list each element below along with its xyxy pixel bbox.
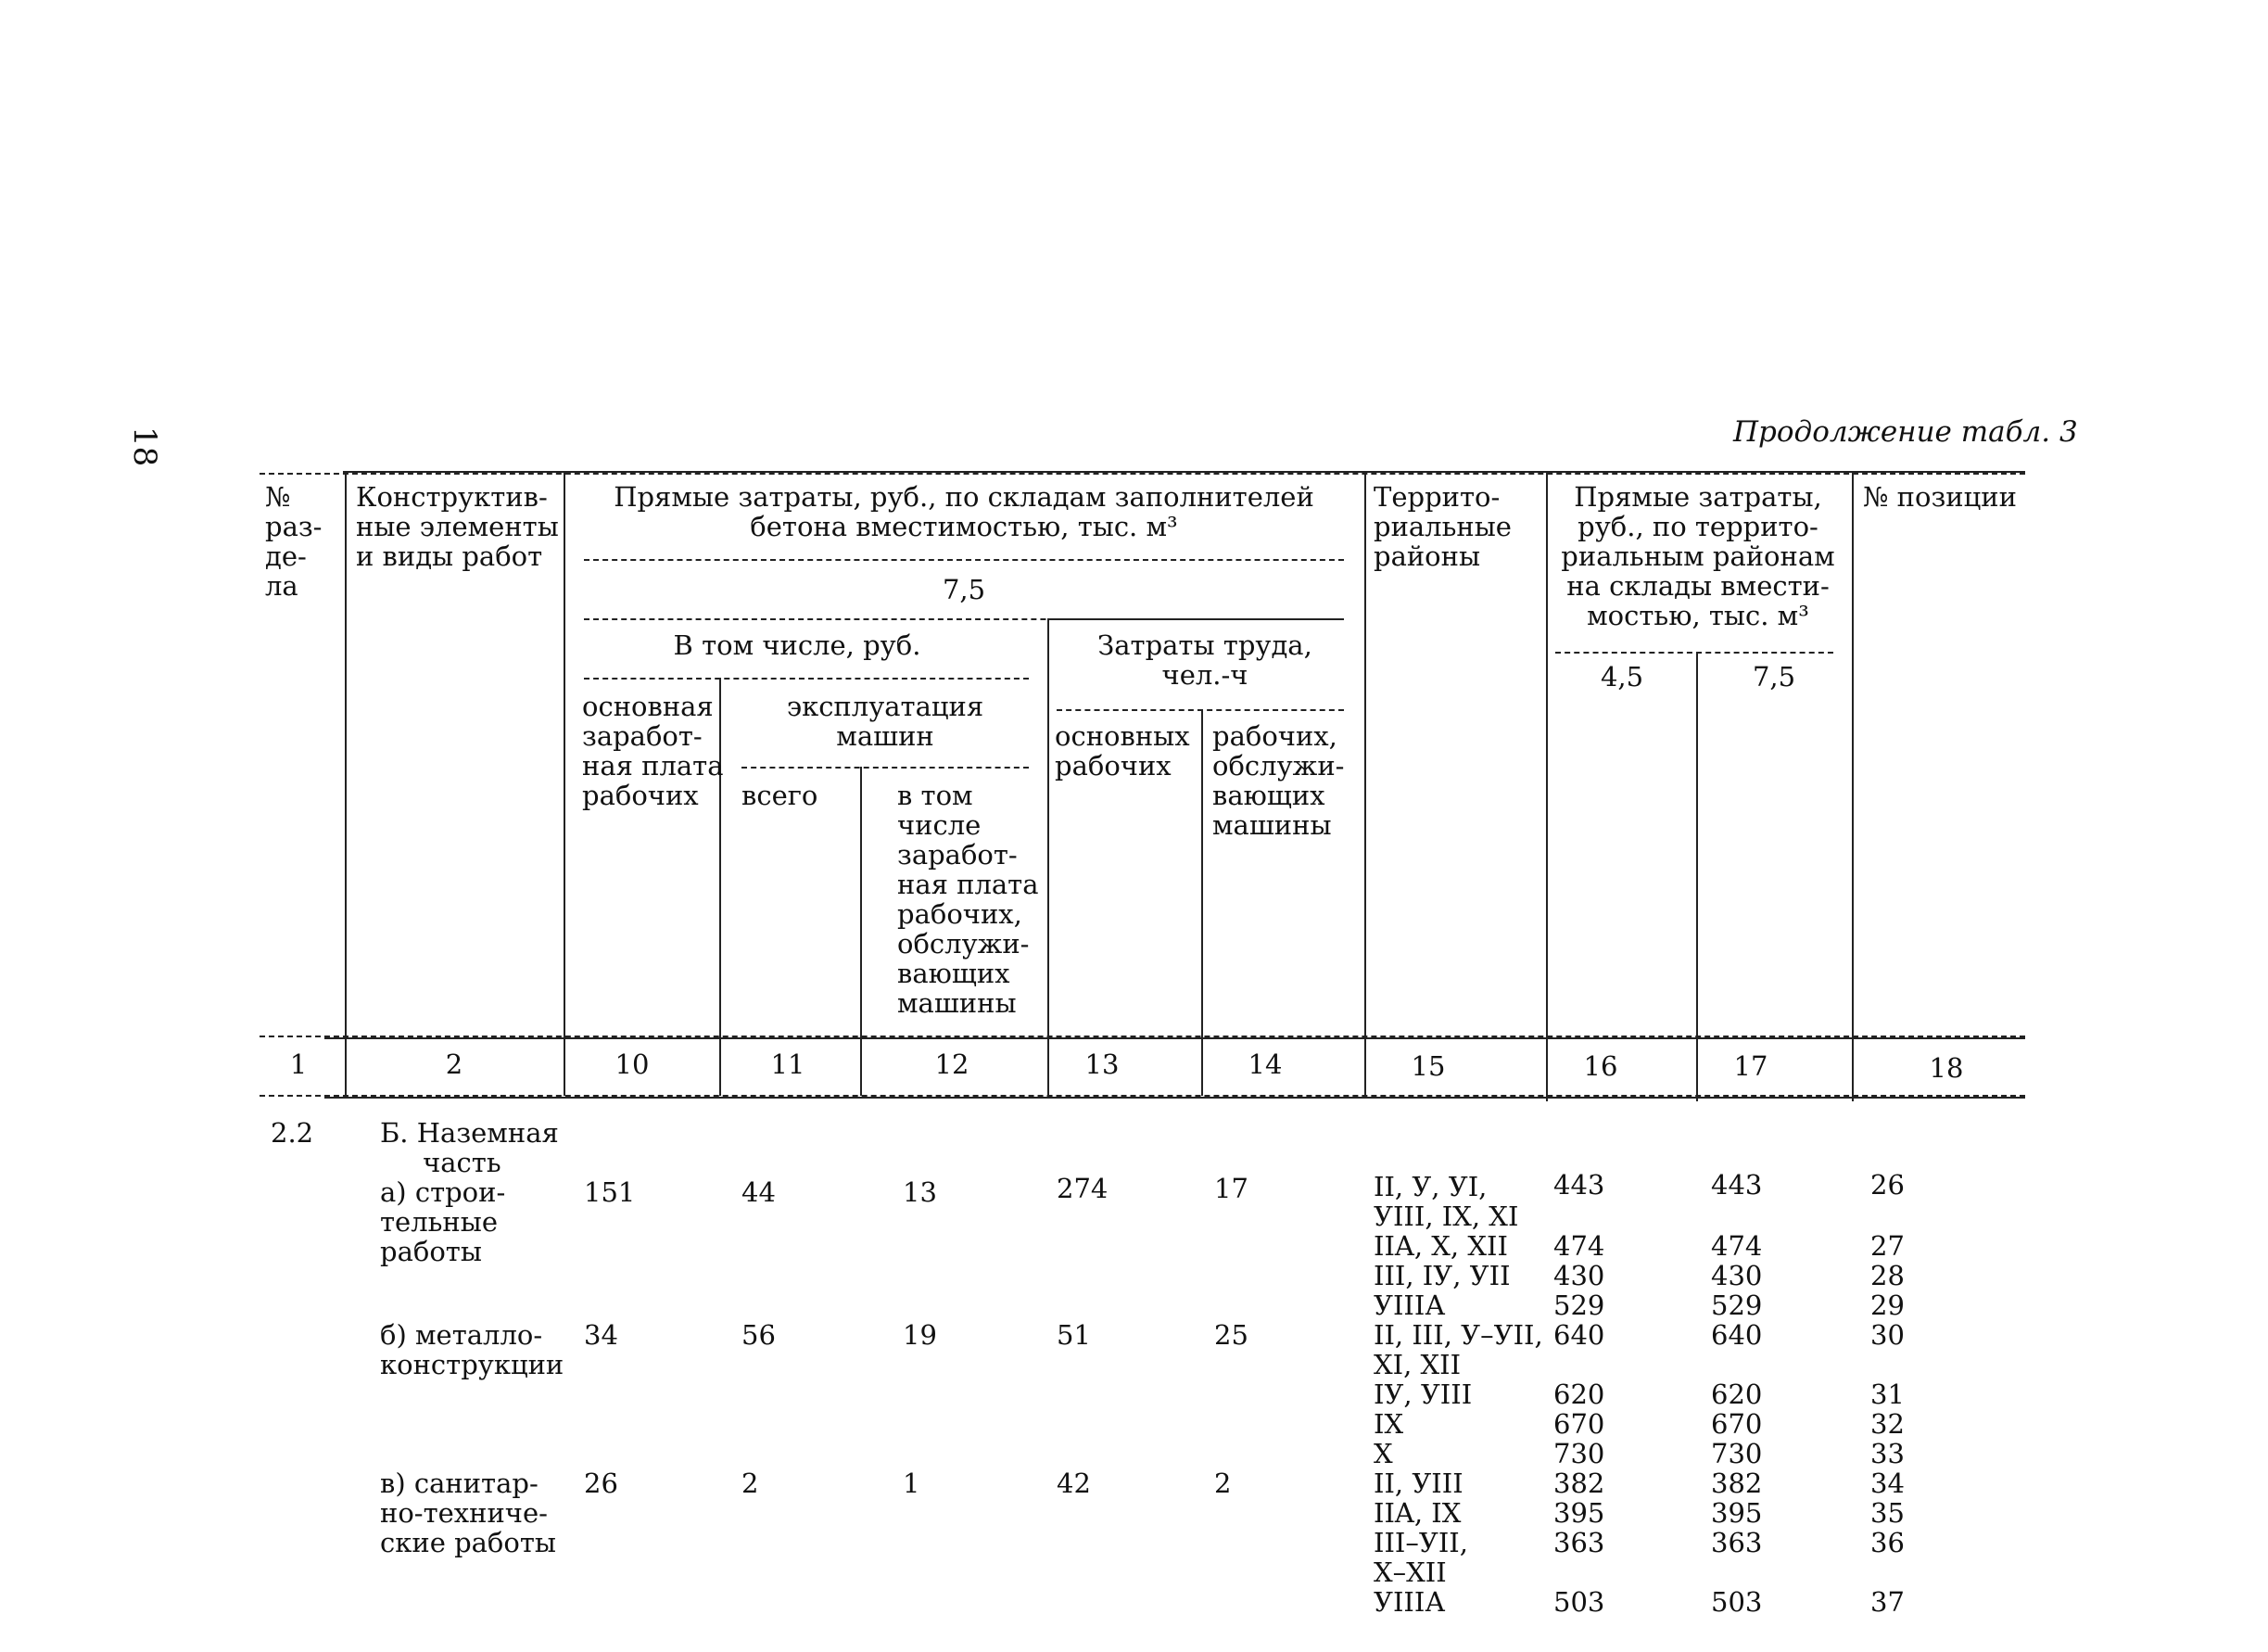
column-number: 11 [770,1048,805,1080]
cell-machine-total: 56 [741,1319,776,1351]
region-cell: IУ, УIII [1374,1379,1473,1410]
group-name: б) металло- конструкции [380,1319,564,1380]
header-labor-costs: Затраты труда, чел.-ч [1097,629,1312,691]
column-number: 1 [289,1048,308,1080]
position-cell: 36 [1870,1527,1905,1558]
cell-machine-wage: 1 [903,1468,920,1499]
position-cell: 28 [1870,1260,1905,1291]
column-number: 12 [934,1048,969,1080]
cost-7-5-cell: 640 [1711,1319,1763,1351]
region-cell: II, У, УI, УIII, IX, XI [1374,1171,1519,1232]
cell-machine-total: 2 [741,1468,759,1499]
cost-4-5-cell: 443 [1553,1169,1605,1201]
cost-4-5-cell: 529 [1553,1290,1605,1321]
cell-machine-wage: 19 [903,1319,937,1351]
column-number: 17 [1733,1050,1768,1082]
column-number: 2 [445,1048,463,1080]
header-including-wage: в том числе заработ- ная плата рабочих, обслужи- вающих машины [897,780,1039,1019]
section-number: 2.2 [271,1117,314,1149]
header-position-number: № позиции [1863,481,2017,513]
header-total: всего [741,780,818,811]
cell-basic-wage: 151 [584,1176,636,1208]
column-number: 13 [1084,1048,1120,1080]
position-cell: 33 [1870,1438,1905,1469]
cost-7-5-cell: 363 [1711,1527,1763,1558]
cost-4-5-cell: 382 [1553,1468,1605,1499]
position-cell: 34 [1870,1468,1905,1499]
cost-4-5-cell: 503 [1553,1586,1605,1618]
cell-basic-wage: 34 [584,1319,618,1351]
header-section-number: № раз- де- ла [265,481,323,602]
cost-7-5-cell: 430 [1711,1260,1763,1291]
group-name: в) санитар- но-техниче- ские работы [380,1468,556,1558]
cost-4-5-cell: 363 [1553,1527,1605,1558]
header-including-rub: В том числе, руб. [673,629,921,661]
position-cell: 31 [1870,1379,1905,1410]
position-cell: 37 [1870,1586,1905,1618]
cost-7-5-cell: 529 [1711,1290,1763,1321]
cell-labor-basic: 51 [1057,1319,1091,1351]
column-number: 16 [1583,1050,1618,1082]
column-number: 10 [615,1048,650,1080]
cost-4-5-cell: 474 [1553,1230,1605,1262]
page-number: 18 [126,426,163,467]
cost-7-5-cell: 503 [1711,1586,1763,1618]
header-capacity-4-5: 4,5 [1600,661,1644,693]
cell-labor-machine: 17 [1214,1173,1248,1204]
cost-4-5-cell: 620 [1553,1379,1605,1410]
column-number: 18 [1929,1052,1964,1084]
region-cell: IX [1374,1408,1404,1440]
header-territorial-regions: Террито- риальные районы [1374,481,1512,572]
cost-4-5-cell: 430 [1553,1260,1605,1291]
region-cell: IIA, X, XII [1374,1230,1508,1262]
cost-7-5-cell: 474 [1711,1230,1763,1262]
group-name: а) строи- тельные работы [380,1176,506,1267]
header-capacity: 7,5 [942,574,986,605]
region-cell: II, III, У–УII, XI, XII [1374,1319,1543,1380]
column-number: 14 [1248,1048,1283,1080]
position-cell: 27 [1870,1230,1905,1262]
position-cell: 35 [1870,1497,1905,1529]
cost-7-5-cell: 620 [1711,1379,1763,1410]
cost-4-5-cell: 395 [1553,1497,1605,1529]
header-region-costs: Прямые затраты, руб., по террито- риальным районам на склады вмести- мостью, тыс. м³ [1561,481,1835,631]
region-cell: IIA, IX [1374,1497,1462,1529]
position-cell: 29 [1870,1290,1905,1321]
cost-4-5-cell: 670 [1553,1408,1605,1440]
table-continuation-caption: Продолжение табл. 3 [1733,415,2078,449]
header-machine-operation: эксплуатация машин [786,691,984,752]
region-cell: III, IУ, УII [1374,1260,1511,1291]
position-cell: 32 [1870,1408,1905,1440]
header-basic-workers: основных рабочих [1055,720,1190,782]
cost-7-5-cell: 730 [1711,1438,1763,1469]
region-cell: УIIIА [1374,1290,1446,1321]
cost-7-5-cell: 395 [1711,1497,1763,1529]
header-capacity-7-5: 7,5 [1752,661,1796,693]
header-basic-wage: основная заработ- ная плата рабочих [582,691,724,811]
cost-7-5-cell: 670 [1711,1408,1763,1440]
position-cell: 30 [1870,1319,1905,1351]
cell-machine-total: 44 [741,1176,776,1208]
cell-machine-wage: 13 [903,1176,937,1208]
cell-labor-machine: 2 [1214,1468,1232,1499]
cost-4-5-cell: 640 [1553,1319,1605,1351]
region-cell: II, УIII [1374,1468,1463,1499]
header-direct-costs: Прямые затраты, руб., по складам заполнителей бетона вместимостью, тыс. м³ [614,481,1314,542]
cost-7-5-cell: 443 [1711,1169,1763,1201]
cost-7-5-cell: 382 [1711,1468,1763,1499]
header-machine-workers: рабочих, обслужи- вающих машины [1212,720,1345,841]
cell-basic-wage: 26 [584,1468,618,1499]
cell-labor-basic: 274 [1057,1173,1109,1204]
region-cell: УIIIА [1374,1586,1446,1618]
section-title: Б. Наземная часть [380,1117,559,1178]
region-cell: X [1374,1438,1393,1469]
cell-labor-basic: 42 [1057,1468,1091,1499]
cost-4-5-cell: 730 [1553,1438,1605,1469]
header-structural-elements: Конструктив- ные элементы и виды работ [356,481,559,572]
column-number: 15 [1411,1050,1446,1082]
region-cell: III–УII, X–XII [1374,1527,1468,1588]
position-cell: 26 [1870,1169,1905,1201]
cell-labor-machine: 25 [1214,1319,1248,1351]
